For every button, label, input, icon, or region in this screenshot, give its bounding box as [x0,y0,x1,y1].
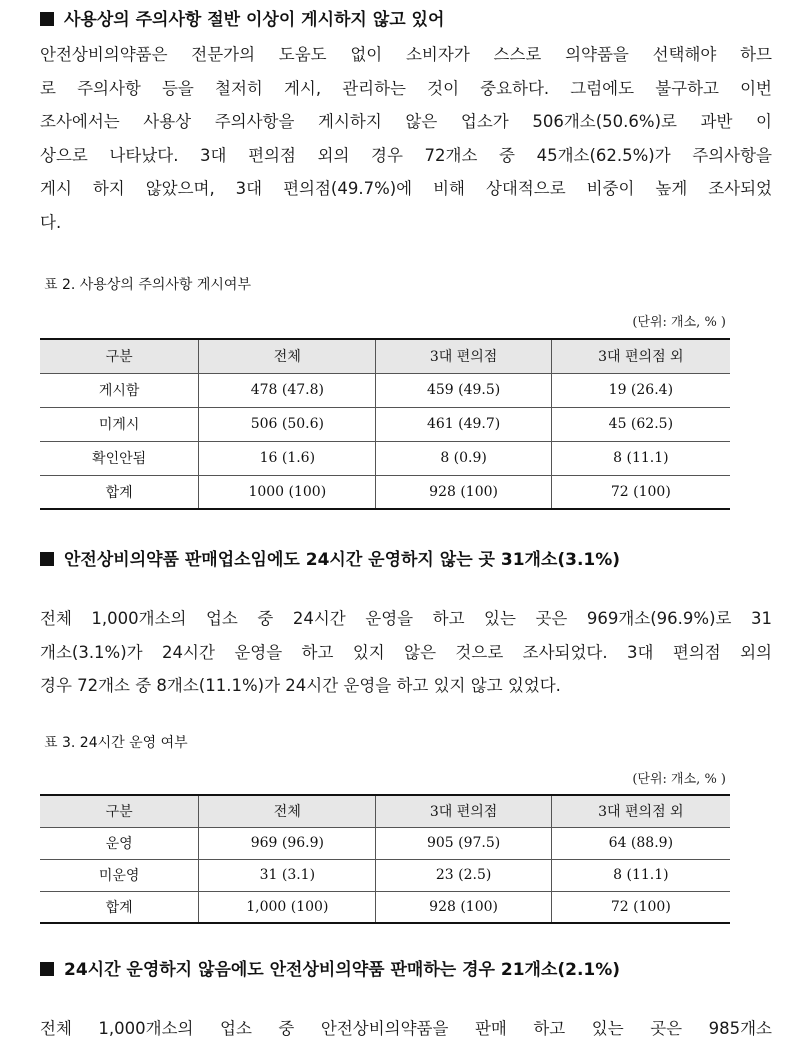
table-header-cell: 전체 [199,795,376,827]
section2-heading [40,548,620,572]
table-header-cell: 3대 편의점 [376,795,551,827]
paragraph-line: 조사에서는 사용상 주의사항을 게시하지 않은 업소가 506개소(50.6%)로 과반 이 [40,112,772,131]
black-square-bullet-icon [40,552,54,566]
paragraph-line: 전체 1,000개소의 업소 중 24시간 운영을 하고 있는 곳은 969개소(96.9%)로 31 [40,609,772,628]
table-cell: 31 (3.1) [199,859,376,891]
table-cell: 928 (100) [376,891,551,923]
paragraph-line: 개소(3.1%)가 24시간 운영을 하고 있지 않은 것으로 조사되었다. 3대 편의점 외의 [40,642,772,662]
table-header-cell: 3대 편의점 외 [551,339,730,373]
table2-caption: 표 3. 24시간 운영 여부 [44,735,188,751]
table-row [40,373,730,407]
table-header-cell: 구분 [40,795,199,827]
table-row [40,407,730,441]
table-header-cell: 3대 편의점 외 [551,795,730,827]
table-cell: 8 (11.1) [551,441,730,475]
table-cell: 운영 [40,827,199,859]
section3-heading-text: 24시간 운영하지 않음에도 안전상비의약품 판매하는 경우 21개소(2.1%) [64,960,621,980]
table-cell: 506 (50.6) [199,407,376,441]
section1-paragraph [40,38,772,239]
table-cell: 478 (47.8) [199,373,376,407]
paragraph-line: 로 주의사항 등을 철저히 게시, 관리하는 것이 중요하다. 그럼에도 불구하고 이번 [40,78,772,98]
table-cell: 미게시 [40,407,199,441]
paragraph-line: 경우 72개소 중 8개소(11.1%)가 24시간 운영을 하고 있지 않고 있었다. [40,676,561,695]
table-cell: 합계 [40,475,199,509]
table-header-cell: 구분 [40,339,199,373]
table-cell: 1,000 (100) [199,891,376,923]
table-row [40,475,730,509]
table-cell: 72 (100) [551,475,730,509]
table2-unit: (단위: 개소, % ) [632,772,726,787]
table1-unit: (단위: 개소, % ) [632,315,726,330]
table-cell: 45 (62.5) [551,407,730,441]
table-row [40,891,730,923]
table-cell: 928 (100) [376,475,551,509]
paragraph-line: 전체 1,000개소의 업소 중 안전상비의약품을 판매 하고 있는 곳은 985개소 [40,1019,772,1038]
table-cell: 72 (100) [551,891,730,923]
black-square-bullet-icon [40,962,54,976]
table-cell: 23 (2.5) [376,859,551,891]
paragraph-line: 다. [40,212,62,232]
paragraph-line: 상으로 나타났다. 3대 편의점 외의 경우 72개소 중 45개소(62.5%)가 주의사항을 [40,145,772,165]
table1 [40,338,730,510]
section1-heading [40,8,444,32]
table-row [40,441,730,475]
section2-paragraph [40,602,772,703]
section2-heading-text: 안전상비의약품 판매업소임에도 24시간 운영하지 않는 곳 31개소(3.1%) [64,550,621,570]
table-header-cell: 전체 [199,339,376,373]
table-cell: 8 (0.9) [376,441,551,475]
black-square-bullet-icon [40,12,54,26]
table1-caption: 표 2. 사용상의 주의사항 게시여부 [44,277,251,293]
table-cell: 19 (26.4) [551,373,730,407]
table-cell: 1000 (100) [199,475,376,509]
paragraph-line: 안전상비의약품은 전문가의 도움도 없이 소비자가 스스로 의약품을 선택해야 하므 [40,45,772,64]
table2 [40,794,730,924]
table-cell: 게시함 [40,373,199,407]
table-cell: 461 (49.7) [376,407,551,441]
table-cell: 64 (88.9) [551,827,730,859]
section1-heading-text: 사용상의 주의사항 절반 이상이 게시하지 않고 있어 [64,10,445,30]
table-header-row [40,795,730,827]
table-cell: 8 (11.1) [551,859,730,891]
paragraph-line: 게시 하지 않았으며, 3대 편의점(49.7%)에 비해 상대적으로 비중이 높게 조사되었 [40,179,772,198]
table-row [40,827,730,859]
table-cell: 미운영 [40,859,199,891]
table-header-cell: 3대 편의점 [376,339,551,373]
table-row [40,859,730,891]
table-cell: 905 (97.5) [376,827,551,859]
table-cell: 확인안됨 [40,441,199,475]
table-cell: 16 (1.6) [199,441,376,475]
table-cell: 합계 [40,891,199,923]
section3-paragraph [40,1012,772,1046]
section3-heading [40,958,620,982]
table-cell: 969 (96.9) [199,827,376,859]
table-header-row [40,339,730,373]
table-cell: 459 (49.5) [376,373,551,407]
